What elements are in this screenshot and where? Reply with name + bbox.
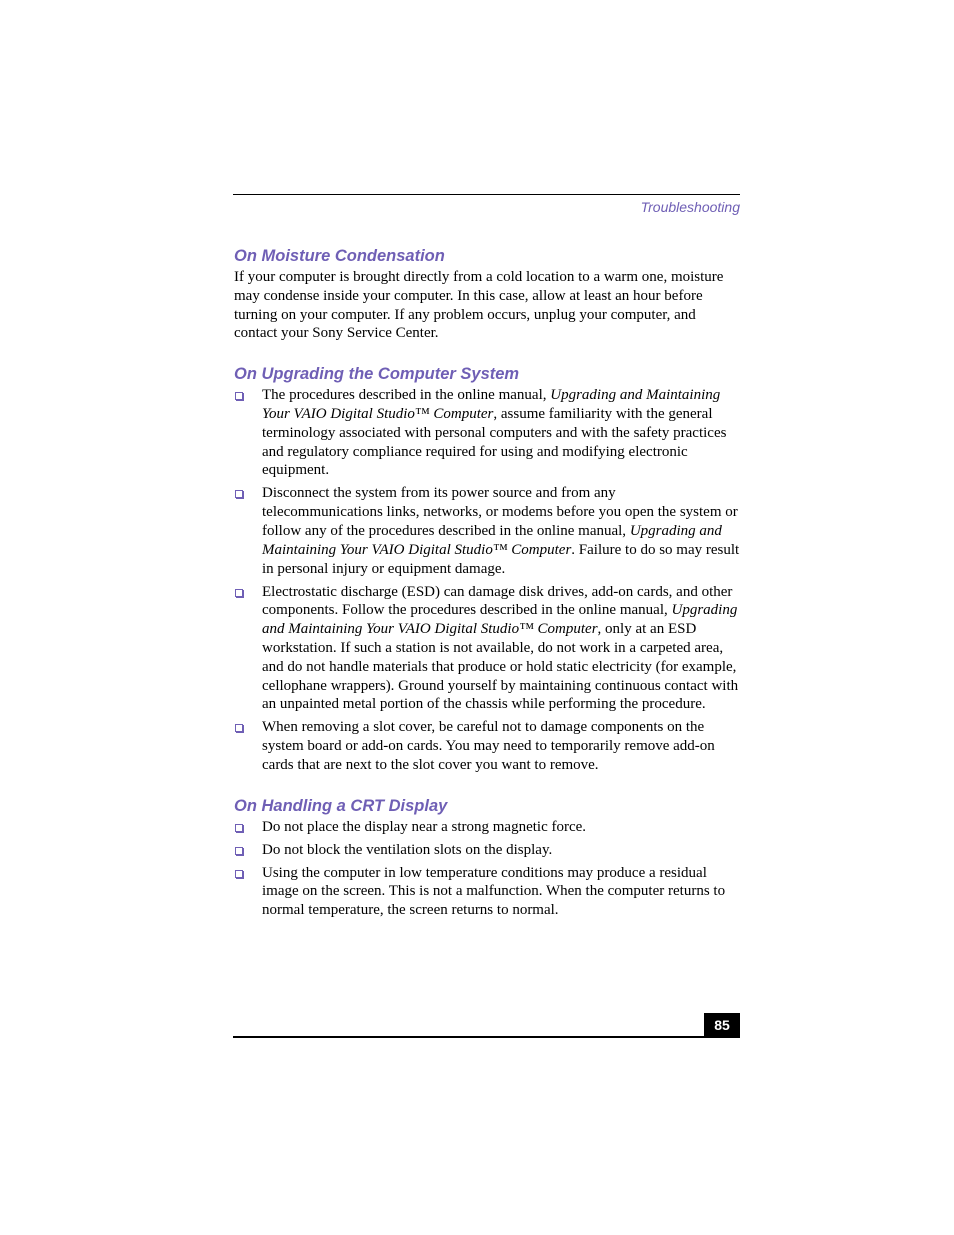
item-text: Using the computer in low temperature conditions may produce a residual image on the screen. This is not a malfunction. When the computer returns to normal temperature, the screen returns to normal. bbox=[262, 864, 726, 919]
footer-rule bbox=[233, 1036, 740, 1038]
manual-title: Upgrading and Maintaining Your VAIO Digital Studio™ Computer bbox=[262, 522, 722, 558]
manual-title: Upgrading and Maintaining Your VAIO Digital Studio™ Computer bbox=[262, 387, 721, 422]
section-spacer bbox=[234, 775, 740, 794]
list-item bbox=[234, 484, 740, 578]
section-heading: On Upgrading the Computer System bbox=[234, 365, 520, 384]
item-text: When removing a slot cover, be careful not to damage components on the system board or add-on cards. You may need to temporarily remove add-on cards that are next to the slot cover you want to remove. bbox=[262, 719, 715, 773]
section-moisture-condensation bbox=[234, 244, 740, 343]
hollow-square-bullet-icon bbox=[235, 824, 243, 832]
item-text: Disconnect the system from its power source and from any telecommunications links, networks, or modems before you open the system or follow any of the procedures described in the online manual, bbox=[262, 485, 738, 539]
section-heading: On Moisture Condensation bbox=[234, 247, 445, 265]
item-text: , assume familiarity with the general terminology associated with personal computers and with the safety practices and regulatory compliance required for using and modifying electronic equipment. bbox=[262, 405, 727, 479]
hollow-square-bullet-icon bbox=[235, 870, 243, 878]
item-text: , only at an ESD workstation. If such a station is not available, do not work in a carpeted area, and do not handle materials that produce or hold static electricity (for example, cellophane wrappers). Ground yourself by maintaining continuous contact with an unpainted metal portion of the chassis while performing the procedure. bbox=[262, 621, 739, 713]
page-number: 85 bbox=[704, 1013, 740, 1037]
hollow-square-bullet-icon bbox=[235, 392, 243, 400]
list-item bbox=[234, 864, 740, 920]
hollow-square-bullet-icon bbox=[235, 847, 243, 855]
running-head: Troubleshooting bbox=[640, 199, 740, 215]
item-text: The procedures described in the online manual, bbox=[262, 387, 551, 404]
section-paragraph: If your computer is brought directly from a cold location to a warm one, moisture may condense inside your computer. In this case, allow at least an hour before turning on your computer. If any problem occurs, unplug your computer, and contact your Sony Service Center. bbox=[234, 269, 724, 342]
list-item bbox=[234, 841, 740, 860]
list-item bbox=[234, 718, 740, 774]
section-upgrading-system bbox=[234, 362, 740, 775]
item-text: Do not place the display near a strong magnetic force. bbox=[262, 818, 587, 835]
hollow-square-bullet-icon bbox=[235, 490, 243, 498]
section-heading: On Handling a CRT Display bbox=[234, 796, 448, 815]
section-crt-display bbox=[234, 794, 740, 920]
list-item bbox=[234, 583, 740, 715]
hollow-square-bullet-icon bbox=[235, 724, 243, 732]
section-spacer bbox=[234, 343, 740, 362]
item-text: Do not block the ventilation slots on the display. bbox=[262, 841, 553, 858]
item-text: . Failure to do so may result in personal injury or equipment damage. bbox=[262, 541, 740, 577]
hollow-square-bullet-icon bbox=[235, 589, 243, 597]
list-item bbox=[234, 818, 740, 837]
page-content bbox=[234, 244, 740, 920]
item-text: Electrostatic discharge (ESD) can damage disk drives, add-on cards, and other components. Follow the procedures described in the online manual, bbox=[262, 583, 733, 619]
bullet-list bbox=[234, 386, 740, 775]
list-item bbox=[234, 386, 740, 480]
header-rule bbox=[233, 194, 740, 195]
manual-title: Upgrading and Maintaining Your VAIO Digital Studio™ Computer bbox=[262, 602, 738, 638]
bullet-list bbox=[234, 818, 740, 920]
